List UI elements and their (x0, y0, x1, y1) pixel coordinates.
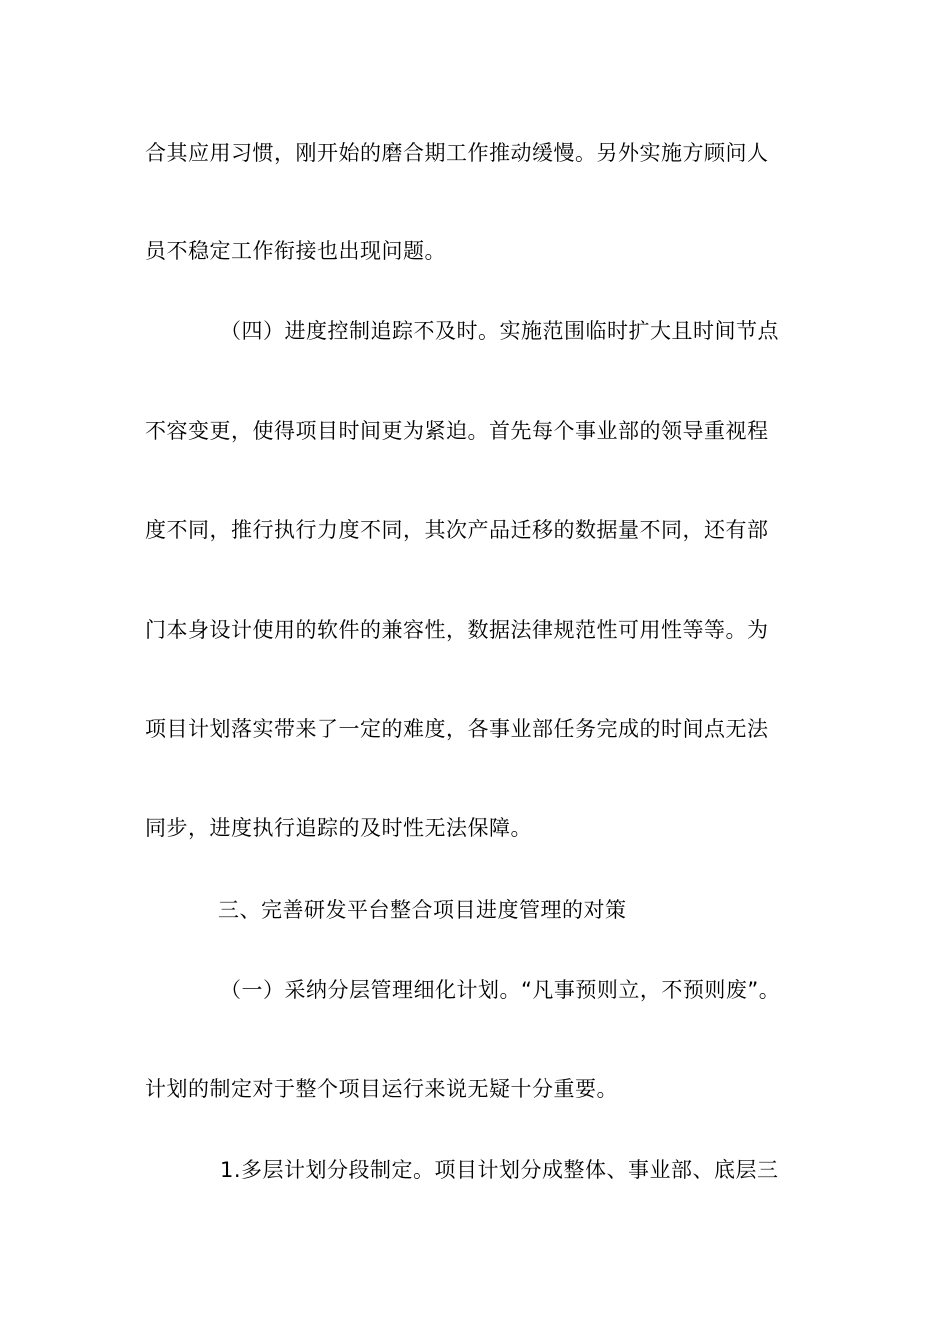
numbered-item-1: 1.多层计划分段制定。项目计划分成整体、事业部、底层三 (220, 1158, 779, 1182)
paragraph-line: 项目计划落实带来了一定的难度，各事业部任务完成的时间点无法 (145, 717, 769, 741)
paragraph-line: 不容变更，使得项目时间更为紧迫。首先每个事业部的领导重视程 (145, 419, 769, 443)
section-title-3: 三、完善研发平台整合项目进度管理的对策 (218, 898, 627, 922)
paragraph-line: 员不稳定工作衔接也出现问题。 (145, 239, 446, 263)
subsection-heading-1: （一）采纳分层管理细化计划。“凡事预则立，不预则废”。 (220, 978, 781, 1002)
paragraph-line: 计划的制定对于整个项目运行来说无疑十分重要。 (145, 1077, 618, 1101)
paragraph-line: 合其应用习惯，刚开始的磨合期工作推动缓慢。另外实施方顾问人 (145, 141, 769, 165)
paragraph-line: 同步，进度执行追踪的及时性无法保障。 (145, 816, 532, 840)
paragraph-line: 门本身设计使用的软件的兼容性，数据法律规范性可用性等等。为 (145, 618, 769, 642)
paragraph-line: 度不同，推行执行力度不同，其次产品迁移的数据量不同，还有部 (145, 518, 769, 542)
section-heading-4: （四）进度控制追踪不及时。实施范围临时扩大且时间节点 (220, 319, 779, 343)
